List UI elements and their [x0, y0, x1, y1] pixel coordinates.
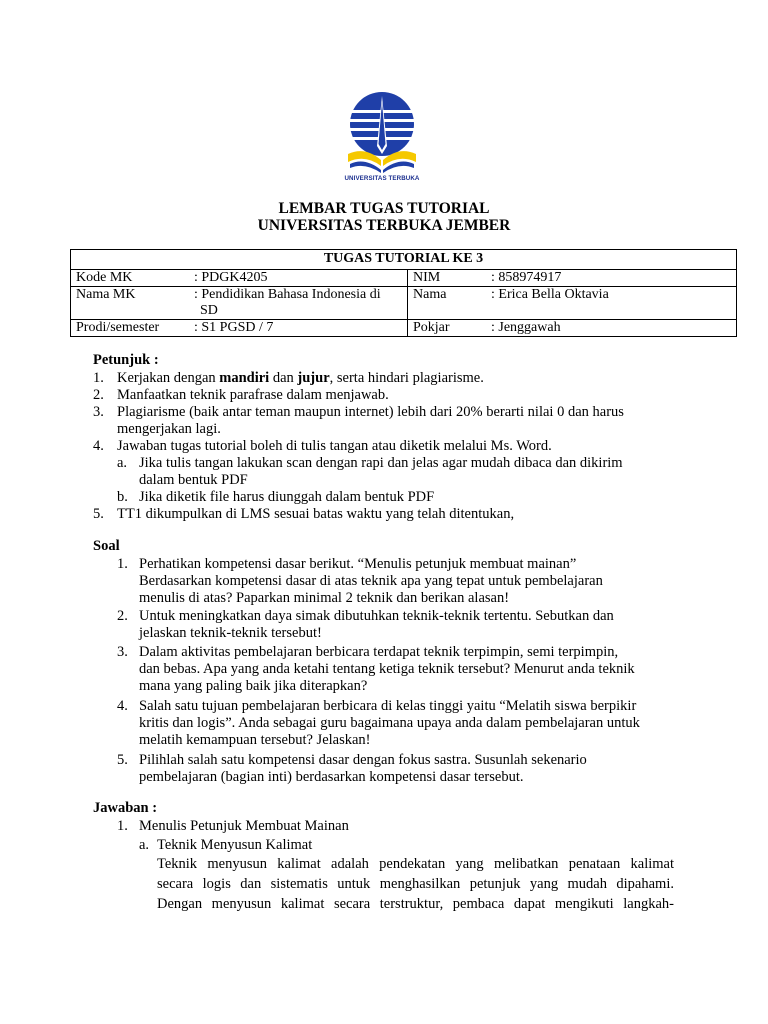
nim-label: NIM — [408, 270, 486, 287]
jawaban-heading: Jawaban : — [93, 800, 158, 816]
list-number: 5. — [93, 506, 104, 522]
soal-4-line2: kritis dan logis”. Anda sebagai guru bagaimana upaya anda dalam pembelajaran untuk — [139, 715, 640, 731]
nama-mk-value — [188, 287, 408, 320]
petunjuk-item-4a-line1: Jika tulis tangan lakukan scan dengan rapi dan jelas agar mudah dibaca dan dikirim — [139, 455, 623, 471]
pokjar-value: : Jenggawah — [485, 320, 737, 337]
kode-mk-value: : PDGK4205 — [188, 270, 408, 287]
list-letter: a. — [139, 837, 150, 853]
text-span: Kerjakan dengan — [117, 370, 220, 386]
table-row — [71, 287, 737, 320]
logo-caption: UNIVERSITAS TERBUKA — [344, 175, 420, 182]
list-number: 2. — [117, 608, 128, 624]
list-number: 3. — [117, 644, 128, 660]
list-number: 1. — [93, 370, 104, 386]
jawaban-paragraph-line2: secara logis dan sistematis untuk menghasilkan petunjuk yang mudah dipahami. — [157, 876, 674, 892]
list-letter: a. — [117, 455, 128, 471]
petunjuk-item-1 — [117, 370, 484, 387]
soal-3-line1: Dalam aktivitas pembelajaran berbicara terdapat teknik terpimpin, semi terpimpin, — [139, 644, 619, 660]
document-subtitle: UNIVERSITAS TERBUKA JEMBER — [257, 217, 511, 234]
nim-value: : 858974917 — [485, 270, 737, 287]
nama-label: Nama — [408, 287, 486, 320]
list-number: 2. — [93, 387, 104, 403]
petunjuk-item-5: TT1 dikumpulkan di LMS sesuai batas waktu yang telah ditentukan, — [117, 506, 515, 522]
soal-3-line3: mana yang paling baik jika diterapkan? — [139, 678, 368, 694]
petunjuk-item-2: Manfaatkan teknik parafrase dalam menjawab. — [117, 387, 389, 403]
list-number: 4. — [93, 438, 104, 454]
soal-4-line3: melatih kemampuan tersebut? Jelaskan! — [139, 732, 371, 748]
soal-1-line3: menulis di atas? Paparkan minimal 2 teknik dan berikan alasan! — [139, 590, 510, 606]
list-number: 1. — [117, 818, 128, 834]
prodi-value: : S1 PGSD / 7 — [188, 320, 408, 337]
universitas-terbuka-logo — [340, 84, 424, 188]
jawaban-paragraph-line1: Teknik menyusun kalimat adalah pendekatan yang melibatkan penataan kalimat — [157, 856, 674, 872]
soal-heading: Soal — [93, 538, 120, 554]
soal-5-line1: Pilihlah salah satu kompetensi dasar dengan fokus sastra. Susunlah sekenario — [139, 752, 587, 768]
list-number: 5. — [117, 752, 128, 768]
table-row — [71, 320, 737, 337]
prodi-label: Prodi/semester — [71, 320, 189, 337]
list-number: 4. — [117, 698, 128, 714]
table-row — [71, 270, 737, 287]
petunjuk-item-4a-line2: dalam bentuk PDF — [139, 472, 248, 488]
course-info-table — [70, 249, 737, 337]
list-letter: b. — [117, 489, 128, 505]
kode-mk-label: Kode MK — [71, 270, 189, 287]
text-span: , serta hindari plagiarisme. — [329, 370, 484, 386]
petunjuk-item-4b: Jika diketik file harus diunggah dalam bentuk PDF — [139, 489, 435, 505]
soal-1-line1: Perhatikan kompetensi dasar berikut. “Menulis petunjuk membuat mainan” — [139, 556, 577, 572]
text-span: dan — [269, 370, 298, 386]
list-number: 3. — [93, 404, 104, 420]
nama-mk-label: Nama MK — [71, 287, 189, 320]
jawaban-1a-title: Teknik Menyusun Kalimat — [157, 837, 313, 853]
document-title: LEMBAR TUGAS TUTORIAL — [278, 200, 490, 217]
pokjar-label: Pokjar — [408, 320, 486, 337]
nama-mk-value-line1: : Pendidikan Bahasa Indonesia di — [194, 287, 381, 302]
table-heading: TUGAS TUTORIAL KE 3 — [71, 250, 737, 270]
nama-value: : Erica Bella Oktavia — [485, 287, 737, 320]
jawaban-1-title: Menulis Petunjuk Membuat Mainan — [139, 818, 349, 834]
soal-4-line1: Salah satu tujuan pembelajaran berbicara di kelas tinggi yaitu “Melatih siswa berpikir — [139, 698, 637, 714]
soal-2-line1: Untuk meningkatkan daya simak dibutuhkan teknik-teknik tertentu. Sebutkan dan — [139, 608, 614, 624]
jawaban-paragraph-line3: Dengan menyusun kalimat secara terstruktur, pembaca dapat mengikuti langkah- — [157, 896, 674, 912]
bold-mandiri: mandiri — [219, 370, 270, 386]
bold-jujur: jujur — [297, 370, 330, 386]
soal-2-line2: jelaskan teknik-teknik tersebut! — [139, 625, 322, 641]
soal-3-line2: dan bebas. Apa yang anda ketahi tentang ketiga teknik tersebut? Menurut anda teknik — [139, 661, 635, 677]
petunjuk-heading: Petunjuk : — [93, 352, 159, 368]
soal-1-line2: Berdasarkan kompetensi dasar di atas teknik apa yang tepat untuk pembelajaran — [139, 573, 603, 589]
nama-mk-value-line2: SD — [200, 303, 218, 318]
petunjuk-item-3-line1: Plagiarisme (baik antar teman maupun internet) lebih dari 20% berarti nilai 0 dan harus — [117, 404, 624, 420]
petunjuk-item-4: Jawaban tugas tutorial boleh di tulis tangan atau diketik melalui Ms. Word. — [117, 438, 552, 454]
petunjuk-item-3-line2: mengerjakan lagi. — [117, 421, 221, 437]
list-number: 1. — [117, 556, 128, 572]
soal-5-line2: pembelajaran (bagian inti) berdasarkan kompetensi dasar tersebut. — [139, 769, 524, 785]
